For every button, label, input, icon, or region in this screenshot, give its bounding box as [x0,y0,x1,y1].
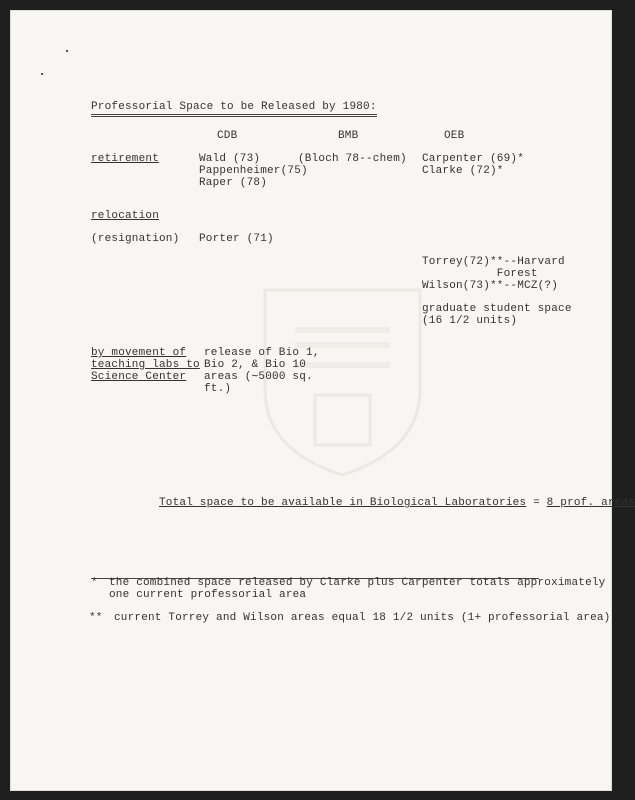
paper-speck [41,73,43,75]
row-label-relocation: relocation [91,210,160,222]
cdb-movement-line: ft.) [204,383,232,395]
row-label-movement: by movement of [91,347,187,359]
oeb-relocation-line: Forest [422,268,538,280]
bmb-retirement: (Bloch 78--chem) [298,153,407,165]
cdb-movement-line: Bio 2, & Bio 10 [204,359,307,371]
oeb-grad-space-line: graduate student space [422,303,572,315]
oeb-grad-space-line: (16 1/2 units) [422,315,518,327]
total-space-line [159,497,635,509]
cdb-retirement-line: Wald (73) [199,153,261,165]
column-header-cdb: CDB [217,130,238,142]
footnote-text: one current professorial area [109,589,307,601]
row-label-movement: teaching labs to [91,359,200,371]
cdb-movement-line: areas (∼5000 sq. [204,371,313,383]
cdb-retirement-line: Pappenheimer(75) [199,165,308,177]
oeb-relocation-line: Wilson(73)**--MCZ(?) [422,280,559,292]
oeb-relocation-line: Torrey(72)**--Harvard [422,256,565,268]
row-label-movement: Science Center [91,371,187,383]
cdb-movement-line: release of Bio 1, [204,347,320,359]
total-space-value: 8 prof. areas [546,497,635,509]
total-space-equals: = [526,497,547,509]
paper-speck [66,50,68,52]
footnote-text: current Torrey and Wilson areas equal 18 1/2 units (1+ professorial area) [114,612,611,624]
row-label-retirement: retirement [91,153,160,165]
row-label-resignation: (resignation) [91,233,180,245]
column-header-bmb: BMB [338,130,359,142]
total-space-label: Total space to be available in Biological Laboratories [159,497,527,509]
document-page [10,10,635,791]
oeb-retirement-line: Carpenter (69)* [422,153,525,165]
footnote-mark: * [91,577,98,589]
page-title: Professorial Space to be Released by 1980: [91,101,377,117]
footnote-text: the combined space released by Clarke plus Carpenter totals approximately [109,577,606,589]
cdb-retirement-line: Raper (78) [199,177,268,189]
column-header-oeb: OEB [444,130,465,142]
cdb-resignation: Porter (71) [199,233,274,245]
footnote-mark: ** [89,612,103,624]
oeb-retirement-line: Clarke (72)* [422,165,504,177]
